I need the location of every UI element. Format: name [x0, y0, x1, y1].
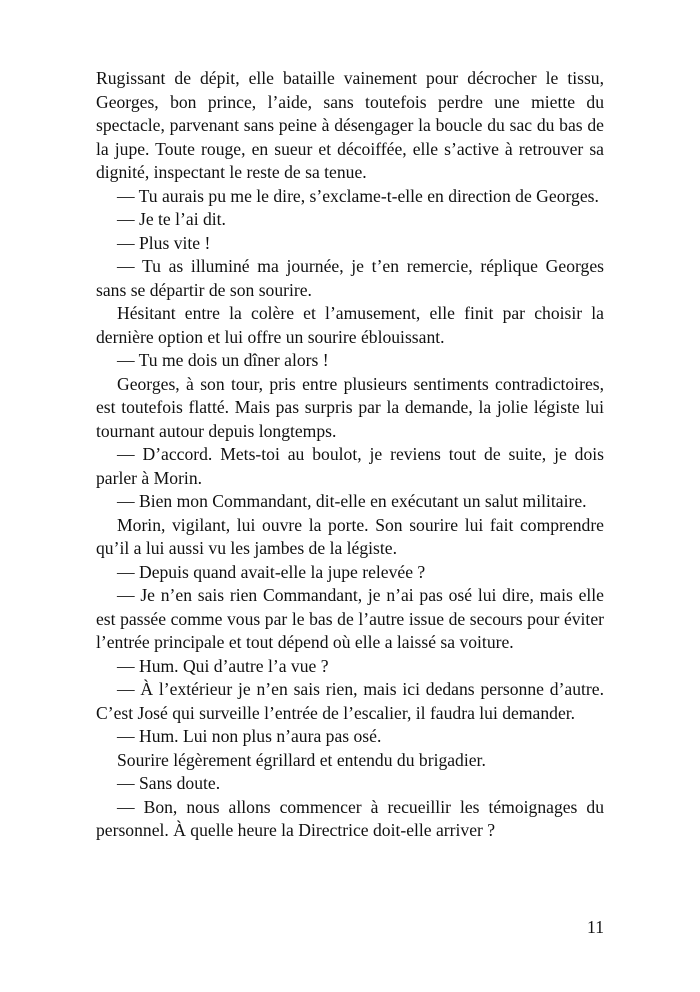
paragraph: Morin, vigilant, lui ouvre la porte. Son sourire lui fait comprendre qu’il a lui aussi vu les jambes de la légiste. [96, 514, 604, 558]
dialogue-line: — Plus vite ! [117, 232, 211, 253]
dialogue-line: — Tu me dois un dîner alors ! [117, 350, 329, 370]
dialogue-line: — Tu as illuminé ma journée, je t’en remercie, réplique Georges sans se départir de son sourire. [96, 256, 604, 300]
dialogue-line: — À l’extérieur je n’en sais rien, mais ici dedans personne d’autre. C’est José qui surveille l’entrée de l’escalier, il faudra lui demander. [96, 679, 604, 723]
dialogue-line: — Hum. Lui non plus n’aura pas osé. [117, 726, 382, 746]
page-number: 11 [587, 917, 604, 937]
dialogue-line: — Je n’en sais rien Commandant, je n’ai pas osé lui dire, mais elle est passée comme vous par le bas de l’autre issue de secours pour éviter l’entrée principale et tout dépend où elle a laissé sa voiture. [96, 585, 604, 652]
dialogue-line: — Bon, nous allons commencer à recueillir les témoignages du personnel. À quelle heure la Directrice doit-elle arriver ? [96, 796, 604, 840]
dialogue-line: — Sans doute. [117, 773, 221, 793]
dialogue-line: — Je te l’ai dit. [117, 209, 226, 229]
body-text [96, 67, 604, 843]
dialogue-line: — Depuis quand avait-elle la jupe relevée ? [117, 561, 426, 582]
paragraph: Hésitant entre la colère et l’amusement, elle finit par choisir la dernière option et lui offre un sourire éblouissant. [96, 303, 604, 347]
dialogue-line: — D’accord. Mets-toi au boulot, je reviens tout de suite, je dois parler à Morin. [96, 444, 604, 488]
paragraph: Rugissant de dépit, elle bataille vainement pour décrocher le tissu, Georges, bon prince, l’aide, sans toutefois perdre une miette du spectacle, parvenant sans peine à désengager la boucle du sac du bas de la jupe. Toute rouge, en sueur et décoiffée, elle s’active à retrouver sa dignité, inspectant le reste de sa tenue. [96, 68, 604, 182]
paragraph: Sourire légèrement égrillard et entendu du brigadier. [117, 749, 486, 770]
dialogue-line: — Tu aurais pu me le dire, s’exclame-t-elle en direction de Georges. [117, 185, 599, 206]
paragraph: Georges, à son tour, pris entre plusieurs sentiments contradictoires, est toutefois flatté. Mais pas surpris par la demande, la jolie légiste lui tournant autour depuis longtemps. [96, 373, 604, 441]
dialogue-line: — Hum. Qui d’autre l’a vue ? [117, 655, 329, 676]
dialogue-line: — Bien mon Commandant, dit-elle en exécutant un salut militaire. [117, 491, 587, 511]
